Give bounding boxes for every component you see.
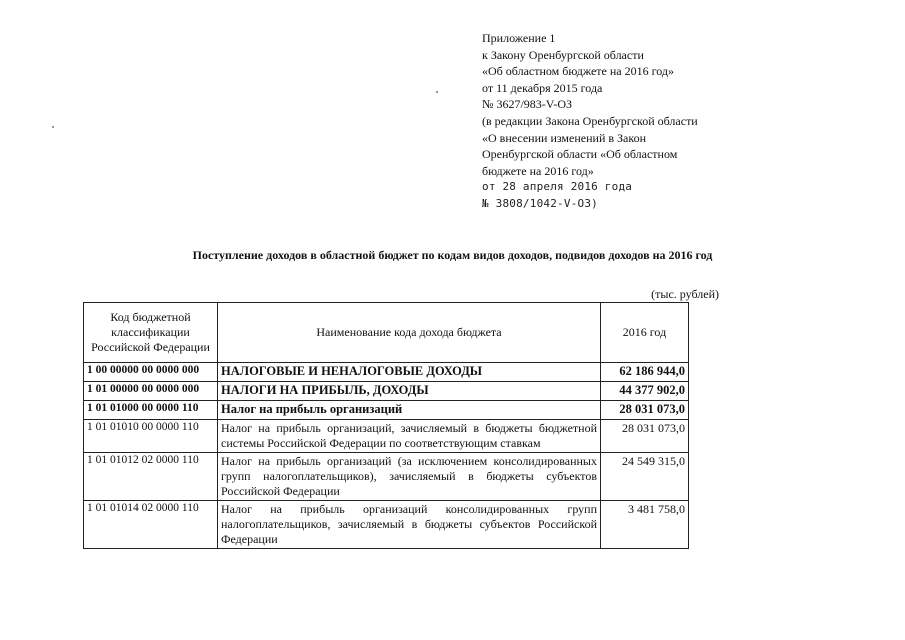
- row-code: 1 01 01000 00 0000 110: [84, 401, 218, 420]
- header-year: 2016 год: [601, 303, 689, 363]
- row-code: 1 00 00000 00 0000 000: [84, 363, 218, 382]
- header-code: Код бюджетной классификации Российской Федерации: [84, 303, 218, 363]
- appendix-header: [482, 30, 782, 213]
- scan-speck: [52, 126, 54, 128]
- appendix-line: № 3627/983-V-ОЗ: [482, 97, 573, 112]
- table-row: [84, 420, 689, 453]
- appendix-line: (в редакции Закона Оренбургской области: [482, 113, 698, 128]
- row-code: 1 01 01014 02 0000 110: [84, 501, 218, 549]
- appendix-line: Оренбургской области «Об областном: [482, 147, 678, 162]
- row-amount: 24 549 315,0: [601, 453, 689, 501]
- table-row: [84, 501, 689, 549]
- revenue-table: [83, 302, 689, 549]
- appendix-line: Приложение 1: [482, 31, 556, 45]
- row-code: 1 01 00000 00 0000 000: [84, 382, 218, 401]
- header-name: Наименование кода дохода бюджета: [218, 303, 601, 363]
- units-label: (тыс. рублей): [651, 287, 719, 301]
- row-name: НАЛОГИ НА ПРИБЫЛЬ, ДОХОДЫ: [218, 382, 601, 401]
- table-row: [84, 453, 689, 501]
- appendix-line: к Закону Оренбургской области: [482, 47, 644, 62]
- row-code: 1 01 01010 00 0000 110: [84, 420, 218, 453]
- row-amount: 44 377 902,0: [601, 382, 689, 401]
- table-row: [84, 382, 689, 401]
- scan-speck: [436, 91, 438, 93]
- document-title: Поступление доходов в областной бюджет по кодам видов доходов, подвидов доходов на 2016 год: [192, 248, 713, 262]
- table-row: [84, 363, 689, 382]
- amendment-date-line: от 28 апреля 2016 года: [482, 180, 633, 194]
- row-name: Налог на прибыль организаций: [218, 401, 601, 420]
- row-code: 1 01 01012 02 0000 110: [84, 453, 218, 501]
- appendix-line: от 11 декабря 2015 года: [482, 80, 603, 95]
- row-amount: 3 481 758,0: [601, 501, 689, 549]
- row-name: Налог на прибыль организаций (за исключением консолидированных групп налогоплательщиков), зачисляемый в бюджеты субъектов Российской Федерации: [218, 453, 601, 501]
- row-name: Налог на прибыль организаций консолидированных групп налогоплательщиков, зачисляемый в бюджеты субъектов Российской Федерации: [218, 501, 601, 549]
- row-name: НАЛОГОВЫЕ И НЕНАЛОГОВЫЕ ДОХОДЫ: [218, 363, 601, 382]
- row-amount: 28 031 073,0: [601, 401, 689, 420]
- appendix-line: «О внесении изменений в Закон: [482, 130, 647, 145]
- appendix-line: «Об областном бюджете на 2016 год»: [482, 64, 674, 79]
- amendment-number-line: № 3808/1042-V-ОЗ): [482, 196, 598, 210]
- row-amount: 28 031 073,0: [601, 420, 689, 453]
- table-header-row: [84, 303, 689, 363]
- appendix-line: бюджете на 2016 год»: [482, 163, 594, 178]
- table-row: [84, 401, 689, 420]
- row-name: Налог на прибыль организаций, зачисляемый в бюджеты бюджетной системы Российской Федерации по соответствующим ставкам: [218, 420, 601, 453]
- row-amount: 62 186 944,0: [601, 363, 689, 382]
